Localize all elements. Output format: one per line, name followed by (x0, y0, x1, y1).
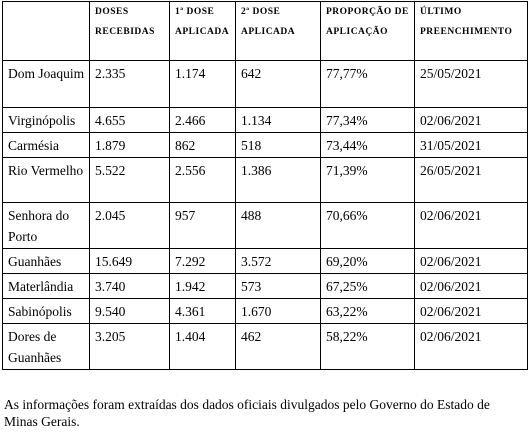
header-last-update: ÚLTIMO PREENCHIMENTO (415, 2, 528, 61)
cell-doses-received: 3.205 (90, 324, 170, 370)
cell-second-dose: 1.386 (236, 158, 321, 203)
cell-application-ratio: 73,44% (321, 133, 415, 158)
cell-application-ratio: 63,22% (321, 299, 415, 324)
cell-application-ratio: 71,39% (321, 158, 415, 203)
vaccination-table (2, 1, 528, 370)
cell-doses-received: 1.879 (90, 133, 170, 158)
header-row (3, 2, 528, 61)
header-second-dose: 2ª DOSE APLICADA (236, 2, 321, 61)
table-row (3, 274, 528, 299)
cell-municipality: Senhora do Porto (3, 203, 90, 249)
cell-municipality: Dom Joaquim (3, 61, 90, 108)
cell-application-ratio: 77,34% (321, 108, 415, 133)
cell-first-dose: 957 (170, 203, 236, 249)
footnote: As informações foram extraídas dos dados oficiais divulgados pelo Governo do Estado de Minas Gerais. (4, 397, 490, 429)
header-first-dose: 1ª DOSE APLICADA (170, 2, 236, 61)
cell-first-dose: 1.174 (170, 61, 236, 108)
cell-second-dose: 1.134 (236, 108, 321, 133)
cell-second-dose: 573 (236, 274, 321, 299)
cell-last-update: 02/06/2021 (415, 274, 528, 299)
cell-doses-received: 2.045 (90, 203, 170, 249)
table-row (3, 108, 528, 133)
table-row (3, 61, 528, 108)
cell-first-dose: 862 (170, 133, 236, 158)
table-row (3, 249, 528, 274)
cell-doses-received: 4.655 (90, 108, 170, 133)
cell-second-dose: 488 (236, 203, 321, 249)
cell-second-dose: 3.572 (236, 249, 321, 274)
cell-last-update: 31/05/2021 (415, 133, 528, 158)
table-row (3, 203, 528, 249)
cell-last-update: 02/06/2021 (415, 108, 528, 133)
cell-first-dose: 2.466 (170, 108, 236, 133)
cell-last-update: 02/06/2021 (415, 299, 528, 324)
cell-municipality: Carmésia (3, 133, 90, 158)
cell-first-dose: 7.292 (170, 249, 236, 274)
table-row (3, 324, 528, 370)
cell-doses-received: 5.522 (90, 158, 170, 203)
cell-application-ratio: 77,77% (321, 61, 415, 108)
cell-municipality: Materlândia (3, 274, 90, 299)
cell-last-update: 02/06/2021 (415, 324, 528, 370)
cell-last-update: 25/05/2021 (415, 61, 528, 108)
cell-doses-received: 9.540 (90, 299, 170, 324)
table-row (3, 158, 528, 203)
table-body (3, 61, 528, 370)
table-row (3, 299, 528, 324)
cell-municipality: Rio Vermelho (3, 158, 90, 203)
header-doses-received: DOSES RECEBIDAS (90, 2, 170, 61)
cell-application-ratio: 70,66% (321, 203, 415, 249)
cell-second-dose: 642 (236, 61, 321, 108)
cell-last-update: 02/06/2021 (415, 249, 528, 274)
cell-last-update: 02/06/2021 (415, 203, 528, 249)
cell-second-dose: 462 (236, 324, 321, 370)
cell-last-update: 26/05/2021 (415, 158, 528, 203)
cell-second-dose: 518 (236, 133, 321, 158)
cell-application-ratio: 67,25% (321, 274, 415, 299)
cell-first-dose: 1.942 (170, 274, 236, 299)
cell-second-dose: 1.670 (236, 299, 321, 324)
cell-application-ratio: 58,22% (321, 324, 415, 370)
cell-doses-received: 2.335 (90, 61, 170, 108)
cell-doses-received: 15.649 (90, 249, 170, 274)
cell-municipality: Guanhães (3, 249, 90, 274)
cell-first-dose: 1.404 (170, 324, 236, 370)
cell-doses-received: 3.740 (90, 274, 170, 299)
cell-municipality: Virginópolis (3, 108, 90, 133)
cell-municipality: Dores de Guanhães (3, 324, 90, 370)
cell-application-ratio: 69,20% (321, 249, 415, 274)
header-application-ratio: PROPORÇÃO DE APLICAÇÃO (321, 2, 415, 61)
table-row (3, 133, 528, 158)
cell-first-dose: 4.361 (170, 299, 236, 324)
cell-municipality: Sabinópolis (3, 299, 90, 324)
header-municipality (3, 2, 90, 61)
cell-first-dose: 2.556 (170, 158, 236, 203)
